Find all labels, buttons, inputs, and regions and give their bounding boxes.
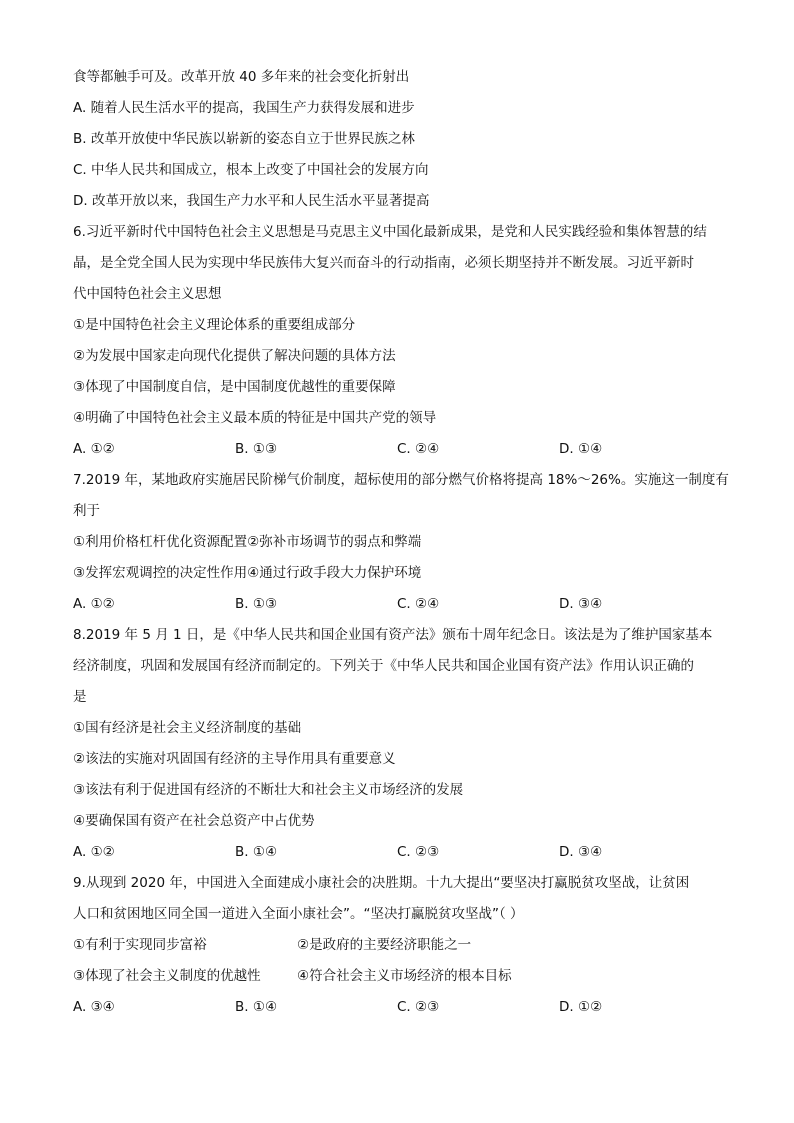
question-stem-line: 经济制度，巩固和发展国有经济而制定的。下列关于《中华人民共和国企业国有资产法》作用认识正确的 — [73, 658, 694, 674]
statement-2: ②是政府的主要经济职能之一 — [297, 937, 472, 953]
question-stem-line: 8.2019 年 5 月 1 日，是《中华人民共和国企业国有资产法》颁布十周年纪念日。该法是为了维护国家基本 — [73, 627, 713, 643]
choice-a: A. ①② — [73, 596, 115, 612]
question-stem-line: 利于 — [73, 503, 100, 519]
choice-b: B. ①③ — [235, 596, 278, 612]
choice-b: B. ①④ — [235, 999, 278, 1015]
statement-2: ②为发展中国家走向现代化提供了解决问题的具体方法 — [73, 348, 396, 364]
question-stem-line: 6.习近平新时代中国特色社会主义思想是马克思主义中国化最新成果，是党和人民实践经验和集体智慧的结 — [73, 224, 707, 240]
question-6 — [73, 217, 721, 465]
statement-3: ③体现了社会主义制度的优越性 — [73, 968, 261, 984]
statement-3-4: ③发挥宏观调控的决定性作用④通过行政手段大力保护环境 — [73, 565, 422, 581]
option-d: D. 改革开放以来，我国生产力水平和人民生活水平显著提高 — [73, 193, 430, 209]
choice-c: C. ②③ — [397, 999, 440, 1015]
page-content — [73, 62, 729, 1023]
option-a: A. 随着人民生活水平的提高，我国生产力获得发展和进步 — [73, 100, 415, 116]
question-9 — [73, 868, 721, 1023]
choice-a: A. ③④ — [73, 999, 115, 1015]
answer-choices — [73, 837, 721, 868]
question-5 — [73, 62, 721, 217]
question-stem-line: 9.从现到 2020 年，中国进入全面建成小康社会的决胜期。十九大提出“要坚决打赢脱贫攻坚战，让贫困 — [73, 875, 690, 891]
statement-3: ③该法有利于促进国有经济的不断壮大和社会主义市场经济的发展 — [73, 782, 464, 798]
statement-4: ④明确了中国特色社会主义最本质的特征是中国共产党的领导 — [73, 410, 437, 426]
statement-2: ②该法的实施对巩固国有经济的主导作用具有重要意义 — [73, 751, 396, 767]
choice-d: D. ①② — [559, 999, 603, 1015]
statement-4: ④要确保国有资产在社会总资产中占优势 — [73, 813, 315, 829]
choice-a: A. ①② — [73, 844, 115, 860]
choice-b: B. ①③ — [235, 441, 278, 457]
statement-row — [73, 961, 721, 992]
answer-choices — [73, 589, 721, 620]
question-stem-line: 是 — [73, 689, 87, 705]
choice-b: B. ①④ — [235, 844, 278, 860]
statement-1: ①国有经济是社会主义经济制度的基础 — [73, 720, 302, 736]
question-stem-line: 代中国特色社会主义思想 — [73, 286, 222, 302]
question-stem-line: 7.2019 年，某地政府实施居民阶梯气价制度，超标使用的部分燃气价格将提高 18%～26%。实施这一制度有 — [73, 472, 729, 488]
choice-a: A. ①② — [73, 441, 115, 457]
statement-1-2: ①利用价格杠杆优化资源配置②弥补市场调节的弱点和弊端 — [73, 534, 422, 550]
statement-1: ①有利于实现同步富裕 — [73, 937, 207, 953]
option-c: C. 中华人民共和国成立，根本上改变了中国社会的发展方向 — [73, 162, 429, 178]
statement-row — [73, 930, 721, 961]
statement-1: ①是中国特色社会主义理论体系的重要组成部分 — [73, 317, 356, 333]
option-b: B. 改革开放使中华民族以崭新的姿态自立于世界民族之林 — [73, 131, 415, 147]
answer-choices — [73, 434, 721, 465]
question-stem-line: 人口和贫困地区同全国一道进入全面小康社会”。“坚决打赢脱贫攻坚战”（ ） — [73, 906, 524, 922]
choice-c: C. ②③ — [397, 844, 440, 860]
answer-choices — [73, 992, 721, 1023]
choice-c: C. ②④ — [397, 441, 440, 457]
question-8 — [73, 620, 721, 868]
question-7 — [73, 465, 729, 620]
choice-d: D. ③④ — [559, 844, 603, 860]
question-stem-line: 晶，是全党全国人民为实现中华民族伟大复兴而奋斗的行动指南，必须长期坚持并不断发展。习近平新时 — [73, 255, 694, 271]
question-stem: 食等都触手可及。改革开放 40 多年来的社会变化折射出 — [73, 69, 410, 85]
statement-4: ④符合社会主义市场经济的根本目标 — [297, 968, 512, 984]
statement-3: ③体现了中国制度自信，是中国制度优越性的重要保障 — [73, 379, 396, 395]
choice-c: C. ②④ — [397, 596, 440, 612]
choice-d: D. ③④ — [559, 596, 603, 612]
choice-d: D. ①④ — [559, 441, 603, 457]
